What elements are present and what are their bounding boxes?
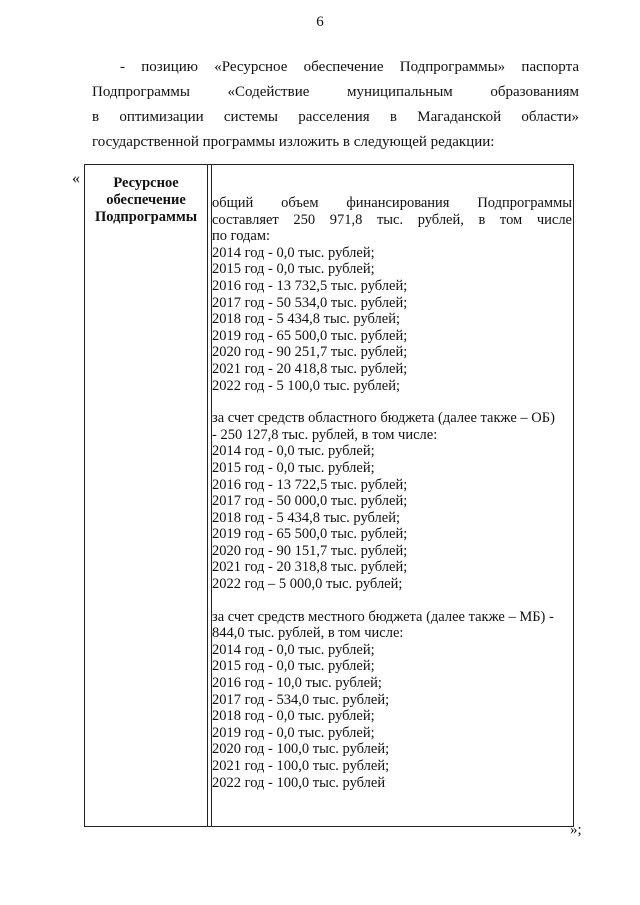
year-line: 2016 год - 10,0 тыс. рублей; [212,675,382,692]
total-line: по годам: [212,228,271,245]
year-line: 2022 год – 5 000,0 тыс. рублей; [212,576,403,593]
year-line: 2021 год - 100,0 тыс. рублей; [212,758,390,774]
year-line: 2015 год - 0,0 тыс. рублей; [212,459,375,476]
page-number: 6 [316,14,324,30]
intro-line: государственной программы изложить в следующей редакции: [92,134,495,150]
column-divider [207,165,208,826]
regional-line: - 250 127,8 тыс. рублей, в том числе: [212,426,438,443]
regional-line: за счет средств областного бюджета (далее также – ОБ) [212,410,555,427]
local-line: за счет средств местного бюджета (далее также – МБ) - [212,608,554,625]
year-line: 2018 год - 0,0 тыс. рублей; [212,708,375,725]
content-cell [212,195,572,791]
year-line: 2020 год - 90 151,7 тыс. рублей; [212,542,408,559]
intro-paragraph [92,55,579,155]
year-line: 2015 год - 0,0 тыс. рублей; [212,261,375,278]
resource-table [84,164,574,827]
year-line: 2022 год - 100,0 тыс. рублей [212,774,386,791]
closing-quote: »; [570,822,582,838]
label-cell [85,175,207,226]
year-line: 2015 год - 0,0 тыс. рублей; [212,658,375,675]
year-line: 2017 год - 50 000,0 тыс. рублей; [212,493,408,510]
year-line: 2014 год - 0,0 тыс. рублей; [212,641,375,658]
year-line: 2020 год - 100,0 тыс. рублей; [212,741,390,758]
label-line: Подпрограммы [94,209,198,225]
year-line: 2020 год - 90 251,7 тыс. рублей; [212,344,408,361]
local-line: 844,0 тыс. рублей, в том числе: [212,625,404,642]
year-line: 2016 год - 13 732,5 тыс. рублей; [212,277,408,294]
spacer [212,593,572,609]
year-line: 2018 год - 5 434,8 тыс. рублей; [212,509,400,526]
year-line: 2021 год - 20 318,8 тыс. рублей; [212,559,408,576]
year-line: 2019 год - 0,0 тыс. рублей; [212,724,375,741]
year-line: 2017 год - 50 534,0 тыс. рублей; [212,294,408,311]
year-line: 2018 год - 5 434,8 тыс. рублей; [212,311,400,328]
year-line: 2016 год - 13 722,5 тыс. рублей; [212,476,408,493]
year-line: 2019 год - 65 500,0 тыс. рублей; [212,327,408,344]
year-line: 2014 год - 0,0 тыс. рублей; [212,443,375,460]
total-funding-block [212,195,572,394]
year-line: 2022 год - 5 100,0 тыс. рублей; [212,377,400,394]
intro-line: Подпрограммы «Содействие муниципальным образованиям [92,84,579,100]
year-line: 2017 год - 534,0 тыс. рублей; [212,691,390,708]
spacer [212,394,572,410]
intro-line: в оптимизации системы расселения в Магаданской области» [92,109,579,125]
intro-line: - позицию «Ресурсное обеспечение Подпрограммы» паспорта [120,59,579,75]
regional-budget-block [212,410,572,593]
local-budget-block [212,609,572,792]
total-line: общий объем финансирования Подпрограммы [212,195,572,211]
label-line: Ресурсное [113,175,179,191]
year-line: 2021 год - 20 418,8 тыс. рублей; [212,360,408,377]
year-line: 2014 год - 0,0 тыс. рублей; [212,244,375,261]
label-line: обеспечение [106,192,186,208]
total-line: составляет 250 971,8 тыс. рублей, в том числе [212,211,572,228]
year-line: 2019 год - 65 500,0 тыс. рублей; [212,526,408,543]
opening-quote: « [72,170,80,187]
